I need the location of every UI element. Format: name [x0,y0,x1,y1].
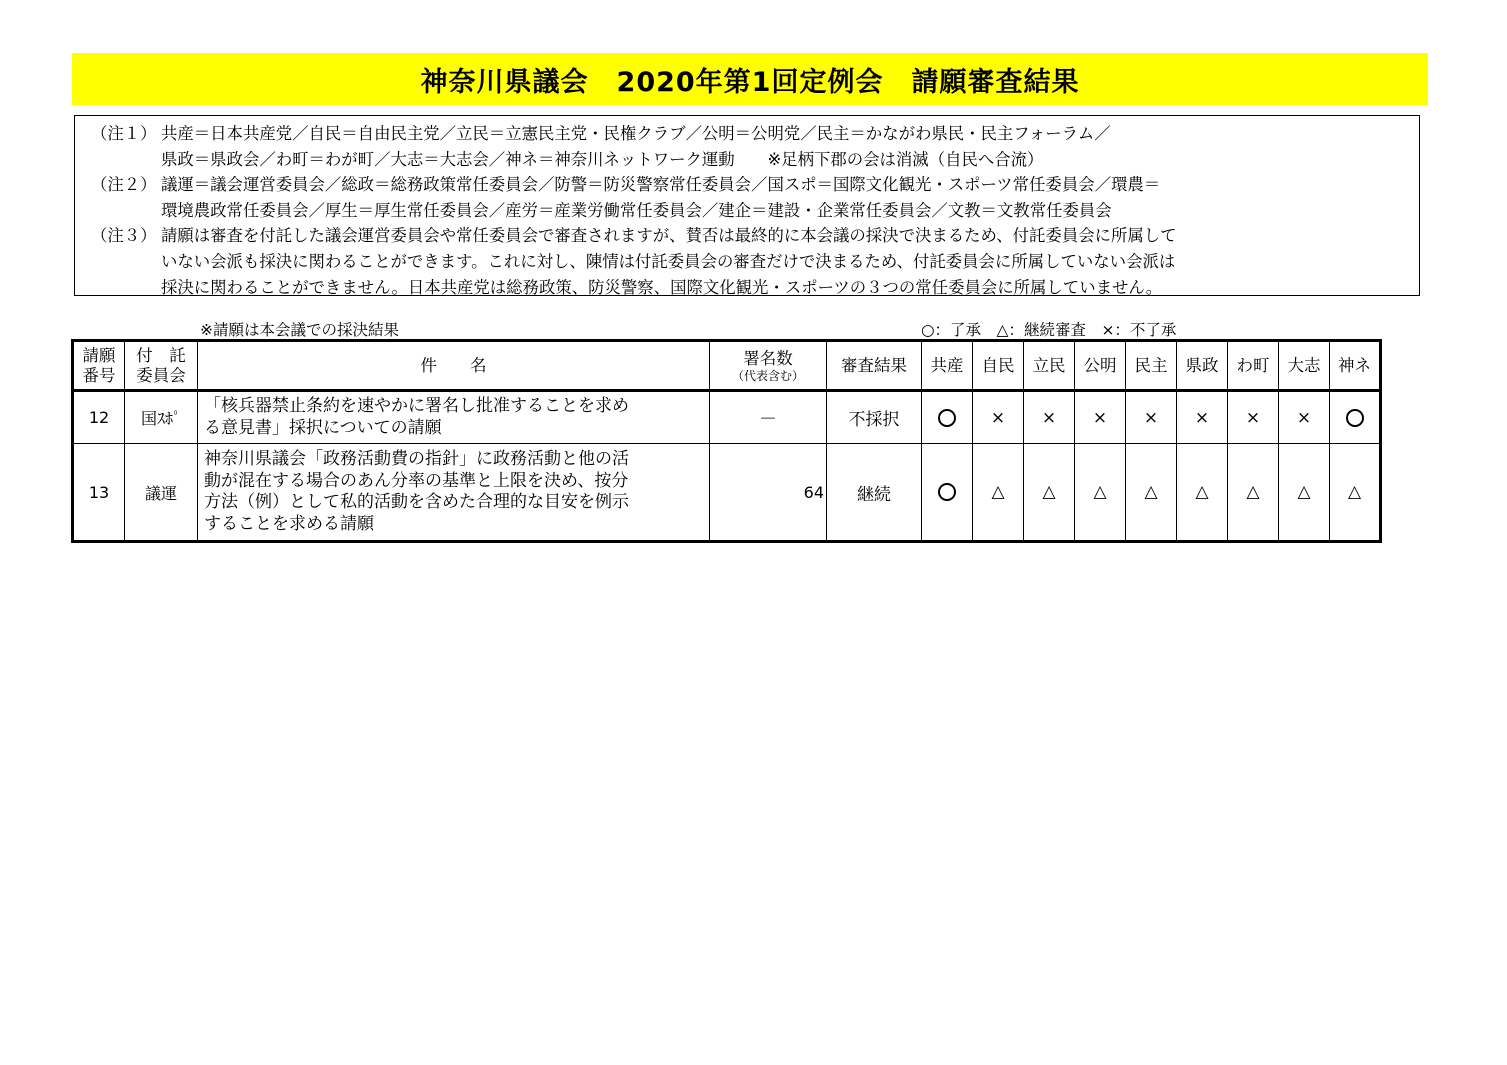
note-label: （注２） [91,175,157,195]
reject-mark: × [1245,407,1261,428]
header-party: 立民 [1024,341,1075,391]
notes-box [74,115,1420,296]
reject-mark: × [1092,407,1108,428]
vote-cell [1330,444,1381,542]
vote-cell [1075,444,1126,542]
header-party: 県政 [1177,341,1228,391]
vote-cell [1228,391,1279,444]
header-party: わ町 [1228,341,1279,391]
signatures-cell: － [710,391,827,444]
caption-vote-basis: ※請願は本会議での採決結果 [200,321,399,339]
reject-mark: × [1143,407,1159,428]
vote-cell [973,391,1024,444]
vote-cell [1126,391,1177,444]
note-1 [91,121,1419,172]
vote-cell [922,391,973,444]
vote-cell [1279,444,1330,542]
title-bar [72,53,1428,105]
vote-cell [1075,391,1126,444]
subject-cell: 神奈川県議会「政務活動費の指針」に政務活動と他の活 動が混在する場合のあん分率の基準と上限を決め、按分 方法（例）として私的活動を含めた合理的な目安を例示 することを求める請願 [198,444,710,542]
note-label: （注３） [91,226,157,246]
approve-mark [938,483,956,501]
committee-cell: 国ｽﾎﾟ [125,391,198,444]
header-row [73,341,1381,391]
note-line: 環境農政常任委員会／厚生＝厚生常任委員会／産労＝産業労働常任委員会／建企＝建設・企業常任委員会／文教＝文教常任委員会 [161,200,1112,220]
note-line: 共産＝日本共産党／自民＝自由民主党／立民＝立憲民主党・民権クラブ／公明＝公明党／民主＝かながわ県民・民主フォーラム／ [161,124,1111,143]
header-number: 請願 番号 [73,341,125,391]
header-signatures: 署名数 （代表含む） [710,341,827,391]
continue-mark: △ [1347,482,1362,502]
legend-caption: ○：了承 △：継続審査 ×：不了承 [921,321,1177,339]
vote-cell [1126,444,1177,542]
header-party: 自民 [973,341,1024,391]
note-line: 県政＝県政会／わ町＝わが町／大志＝大志会／神ネ＝神奈川ネットワーク運動 ※足柄下郡の会は消滅（自民へ合流） [161,149,1044,169]
table-row [73,444,1381,542]
vote-cell [1279,391,1330,444]
header-result: 審査結果 [827,341,922,391]
vote-cell [922,444,973,542]
note-line: 議運＝議会運営委員会／総政＝総務政策常任委員会／防警＝防災警察常任委員会／国スポ＝国際文化観光・スポーツ常任委員会／環農＝ [161,175,1161,195]
petition-number: 12 [73,391,125,444]
reject-mark: × [1296,407,1312,428]
result-cell: 継続 [827,444,922,542]
vote-cell [1024,444,1075,542]
continue-mark: △ [1195,482,1209,502]
continue-mark: △ [991,482,1005,502]
note-2 [91,172,1419,223]
vote-cell [973,444,1024,542]
note-3 [91,223,1419,300]
vote-cell [1177,444,1228,542]
committee-cell: 議運 [125,444,198,542]
vote-cell [1024,391,1075,444]
continue-mark: △ [1297,482,1311,502]
reject-mark: × [990,407,1006,428]
result-cell: 不採択 [827,391,922,444]
vote-cell [1177,391,1228,444]
vote-cell [1330,391,1381,444]
header-committee: 付 託 委員会 [125,341,198,391]
page-title: 神奈川県議会 2020年第1回定例会 請願審査結果 [420,66,1080,98]
approve-mark [1346,409,1364,427]
header-party: 公明 [1075,341,1126,391]
approve-mark [938,409,956,427]
table-row [73,391,1381,444]
reject-mark: × [1041,407,1057,428]
results-table [71,339,1382,543]
note-line: いない会派も採決に関わることができます。これに対し、陳情は付託委員会の審査だけで決まるため、付託委員会に所属していない会派は [161,251,1176,271]
header-subject: 件 名 [198,341,710,391]
subject-cell: 「核兵器禁止条約を速やかに署名し批准することを求め る意見書」採択についての請願 [198,391,710,444]
header-party: 民主 [1126,341,1177,391]
note-label: （注１） [91,124,157,143]
header-party: 大志 [1279,341,1330,391]
header-party: 共産 [922,341,973,391]
continue-mark: △ [1144,482,1158,502]
note-line: 採決に関わることができません。日本共産党は総務政策、防災警察、国際文化観光・スポーツの３つの常任委員会に所属していません。 [161,277,1163,297]
reject-mark: × [1194,407,1210,428]
continue-mark: △ [1246,482,1260,502]
vote-cell [1228,444,1279,542]
petition-number: 13 [73,444,125,542]
continue-mark: △ [1093,482,1107,502]
header-party: 神ネ [1330,341,1381,391]
note-line: 請願は審査を付託した議会運営委員会や常任委員会で審査されますが、賛否は最終的に本会議の採決で決まるため、付託委員会に所属して [161,226,1177,246]
signatures-cell: 64 [710,444,827,542]
continue-mark: △ [1042,482,1056,502]
